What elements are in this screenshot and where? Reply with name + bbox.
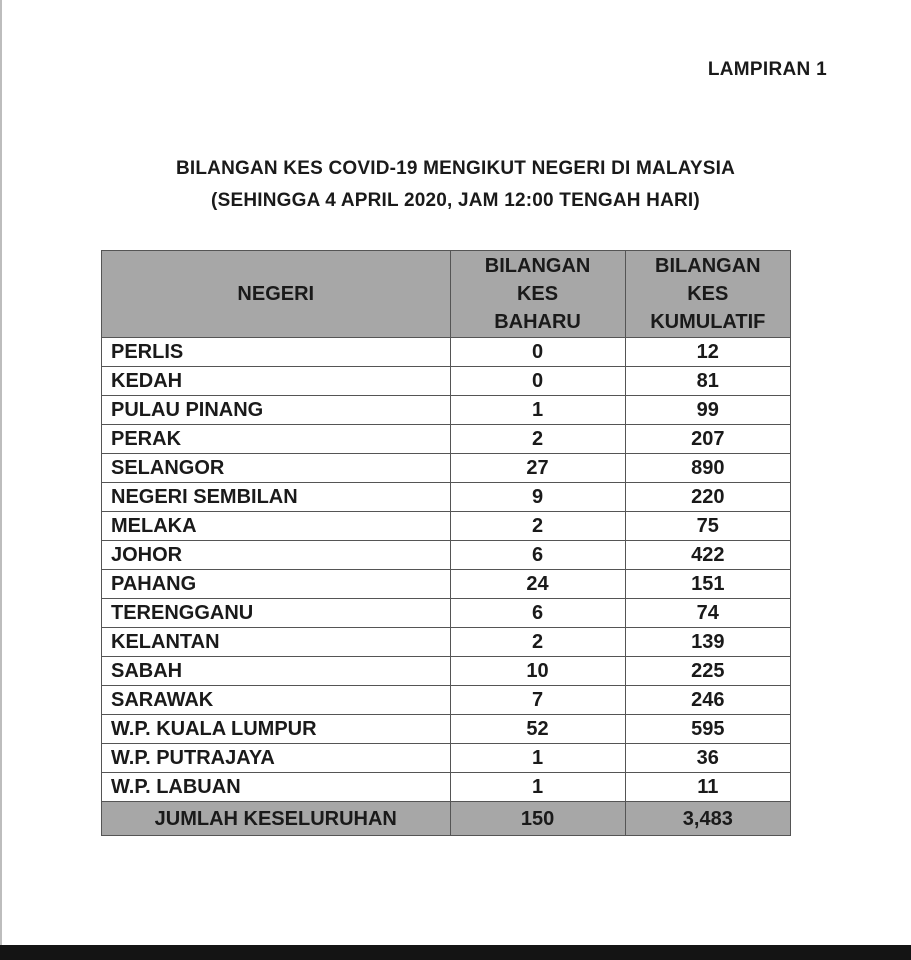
cell-new-cases: 27 (450, 454, 625, 483)
cell-state: PERAK (102, 425, 451, 454)
table-row (102, 541, 791, 570)
cell-cumulative: 246 (625, 686, 790, 715)
table-row (102, 599, 791, 628)
document-title (0, 153, 911, 217)
title-line-1: BILANGAN KES COVID-19 MENGIKUT NEGERI DI MALAYSIA (175, 158, 736, 179)
cell-new-cases: 52 (450, 715, 625, 744)
cell-state: SABAH (102, 657, 451, 686)
table-row (102, 715, 791, 744)
cell-cumulative: 36 (625, 744, 790, 773)
cell-state: SELANGOR (102, 454, 451, 483)
total-cumulative: 3,483 (625, 802, 790, 836)
table-row (102, 773, 791, 802)
cell-new-cases: 7 (450, 686, 625, 715)
cell-state: KELANTAN (102, 628, 451, 657)
cell-cumulative: 207 (625, 425, 790, 454)
table-row (102, 425, 791, 454)
cell-new-cases: 1 (450, 744, 625, 773)
header-row (102, 251, 791, 338)
table-row (102, 367, 791, 396)
table-row (102, 338, 791, 367)
cell-state: W.P. PUTRAJAYA (102, 744, 451, 773)
cell-cumulative: 220 (625, 483, 790, 512)
cell-new-cases: 1 (450, 773, 625, 802)
title-line-2: (SEHINGGA 4 APRIL 2020, JAM 12:00 TENGAH HARI) (211, 190, 700, 211)
cell-cumulative: 139 (625, 628, 790, 657)
cell-new-cases: 0 (450, 367, 625, 396)
cell-state: PULAU PINANG (102, 396, 451, 425)
cell-state: NEGERI SEMBILAN (102, 483, 451, 512)
table-row (102, 483, 791, 512)
cell-cumulative: 595 (625, 715, 790, 744)
cell-state: KEDAH (102, 367, 451, 396)
cell-state: MELAKA (102, 512, 451, 541)
cell-cumulative: 75 (625, 512, 790, 541)
cell-cumulative: 151 (625, 570, 790, 599)
header-cumulative (625, 251, 790, 338)
cell-state: JOHOR (102, 541, 451, 570)
table-header (102, 251, 791, 338)
appendix-label: LAMPIRAN 1 (707, 59, 827, 80)
cell-state: PAHANG (102, 570, 451, 599)
total-label: JUMLAH KESELURUHAN (102, 802, 451, 836)
table-row (102, 686, 791, 715)
header-state (102, 251, 451, 338)
covid-cases-table (101, 250, 791, 836)
table-row (102, 454, 791, 483)
header-new-line-2: KES (516, 283, 559, 305)
bottom-bar (0, 945, 911, 960)
cell-state: TERENGGANU (102, 599, 451, 628)
cell-state: W.P. KUALA LUMPUR (102, 715, 451, 744)
header-cum-line-3: KUMULATIF (650, 311, 766, 333)
cell-cumulative: 890 (625, 454, 790, 483)
cell-state: W.P. LABUAN (102, 773, 451, 802)
cell-cumulative: 12 (625, 338, 790, 367)
cell-new-cases: 9 (450, 483, 625, 512)
cell-new-cases: 10 (450, 657, 625, 686)
table-footer (102, 802, 791, 836)
cell-cumulative: 11 (625, 773, 790, 802)
cell-new-cases: 2 (450, 628, 625, 657)
cell-cumulative: 225 (625, 657, 790, 686)
cell-new-cases: 2 (450, 425, 625, 454)
total-new-cases: 150 (450, 802, 625, 836)
cell-new-cases: 0 (450, 338, 625, 367)
header-new-line-3: BAHARU (494, 311, 581, 333)
cell-new-cases: 1 (450, 396, 625, 425)
cell-cumulative: 74 (625, 599, 790, 628)
cell-state: PERLIS (102, 338, 451, 367)
header-new-line-1: BILANGAN (484, 255, 591, 277)
cell-new-cases: 2 (450, 512, 625, 541)
cell-new-cases: 6 (450, 599, 625, 628)
table-row (102, 744, 791, 773)
page-edge (0, 0, 2, 945)
table-body (102, 338, 791, 802)
cell-state: SARAWAK (102, 686, 451, 715)
cell-new-cases: 6 (450, 541, 625, 570)
cell-cumulative: 81 (625, 367, 790, 396)
header-cum-line-2: KES (687, 283, 729, 305)
header-cum-line-1: BILANGAN (655, 255, 761, 277)
table-row (102, 628, 791, 657)
cell-new-cases: 24 (450, 570, 625, 599)
table-row (102, 512, 791, 541)
total-row (102, 802, 791, 836)
cell-cumulative: 422 (625, 541, 790, 570)
table-row (102, 396, 791, 425)
cell-cumulative: 99 (625, 396, 790, 425)
header-state-label: NEGERI (237, 283, 315, 305)
header-new-cases (450, 251, 625, 338)
table-row (102, 657, 791, 686)
table-row (102, 570, 791, 599)
